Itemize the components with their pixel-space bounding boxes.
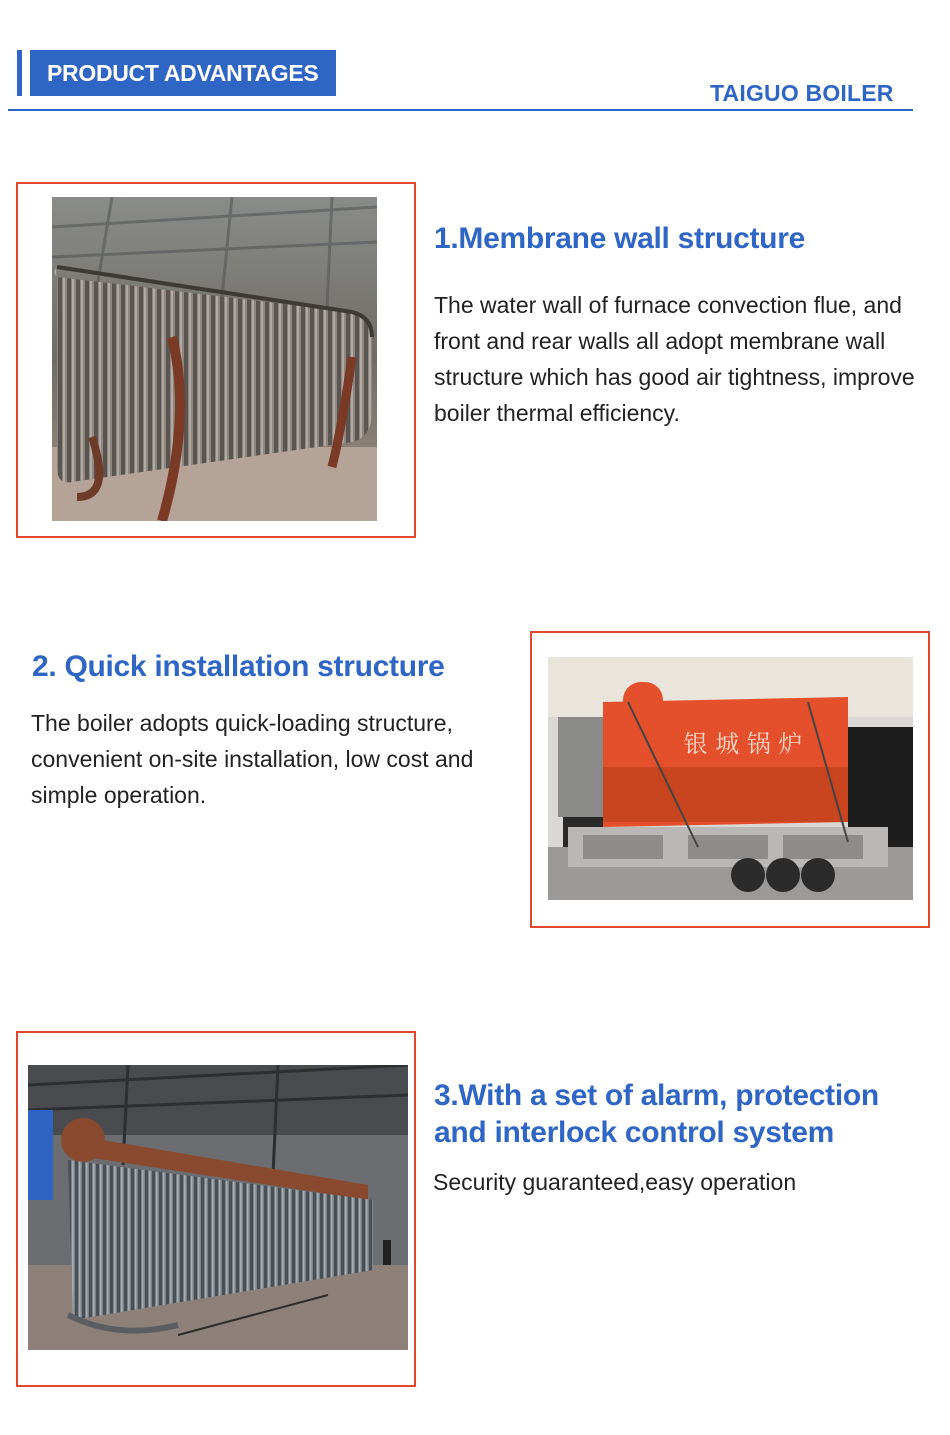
- boiler-on-truck-photo: [548, 657, 913, 900]
- feature-description-1: The water wall of furnace convection flue, and front and rear walls all adopt membrane wall structure which has good air tightness, improve boiler thermal efficiency.: [434, 292, 915, 426]
- section-header-label: PRODUCT ADVANTAGES: [30, 50, 336, 96]
- feature-description-3: Security guaranteed,easy operation: [433, 1169, 797, 1195]
- header-accent-bar: [17, 50, 22, 96]
- feature-title-1: 1.Membrane wall structure: [434, 222, 805, 255]
- membrane-wall-boiler-photo: [52, 197, 377, 521]
- boiler-tubes-workshop-photo: [28, 1065, 408, 1350]
- feature-description-2: The boiler adopts quick-loading structure, convenient on-site installation, low cost and simple operation.: [31, 710, 474, 808]
- truck-lettering: 银 城 锅 炉: [683, 730, 803, 758]
- feature-title-3: 3.With a set of alarm, protection and interlock control system: [434, 1079, 879, 1149]
- feature-title-2: 2. Quick installation structure: [32, 650, 445, 683]
- brand-name: TAIGUO BOILER: [710, 80, 894, 106]
- header-divider: [8, 109, 913, 111]
